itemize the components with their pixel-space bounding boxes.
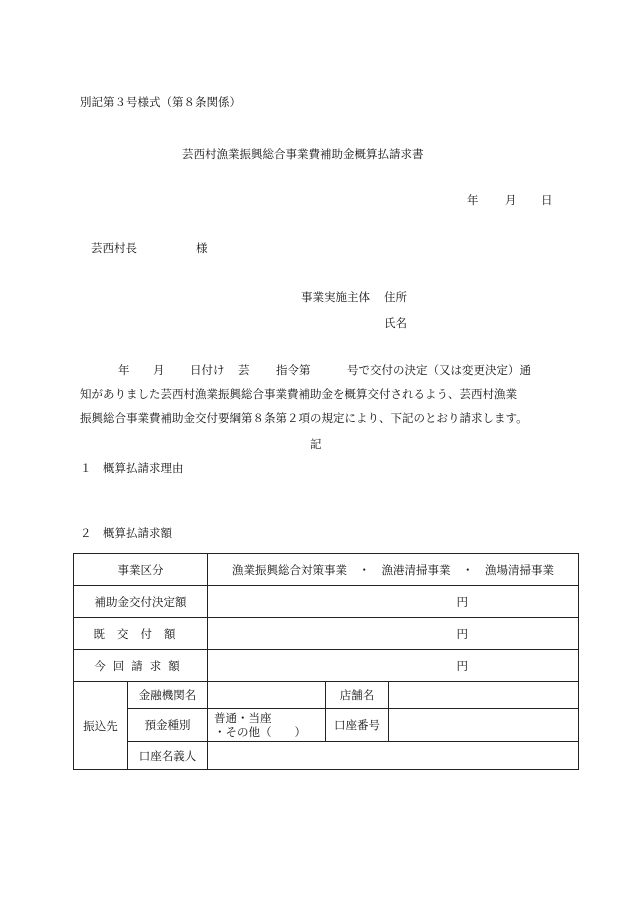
section2-heading: ２ 概算払請求額	[80, 526, 172, 540]
body-directive-no: 指令第	[276, 363, 311, 377]
row-account-holder	[74, 742, 579, 770]
current-request-label: 今回請求額	[74, 650, 208, 682]
document-title: 芸西村漁業振興総合事業費補助金概算払請求書	[182, 147, 424, 161]
business-category-label: 事業区分	[74, 554, 208, 586]
row-already-paid	[74, 618, 579, 650]
row-deposit-type	[74, 709, 579, 742]
account-holder-label: 口座名義人	[128, 742, 208, 770]
already-paid-value[interactable]: 円	[208, 618, 579, 650]
applicant-address-label: 住所	[384, 290, 407, 304]
row-current-request	[74, 650, 579, 682]
section1-heading: １ 概算払請求理由	[80, 461, 184, 475]
applicant-name-label: 氏名	[384, 316, 407, 330]
body-year: 年	[118, 363, 130, 377]
row-business-category	[74, 554, 579, 586]
deposit-type-option-line2: ・その他（ ）	[214, 725, 306, 739]
deposit-type-label: 預金種別	[128, 709, 208, 742]
body-line2: 知がありました芸西村漁業振興総合事業費補助金を概算交付されるよう、芸西村漁業	[80, 387, 517, 401]
ki-label: 記	[310, 437, 322, 451]
transfer-label: 振込先	[74, 682, 128, 770]
addressee-name: 芸西村長	[91, 241, 137, 255]
body-month: 月	[153, 363, 165, 377]
bank-name-value[interactable]	[208, 682, 326, 709]
body-line1-rest: 号で交付の決定（又は変更決定）通	[347, 363, 531, 377]
account-number-value[interactable]	[389, 709, 579, 742]
current-request-value[interactable]: 円	[208, 650, 579, 682]
already-paid-label: 既交付額	[74, 618, 208, 650]
form-number: 別記第３号様式（第８条関係）	[80, 95, 241, 109]
branch-label: 店舗名	[326, 682, 389, 709]
business-category-options[interactable]: 漁業振興総合対策事業 ・ 漁港清掃事業 ・ 漁場清掃事業	[208, 554, 579, 586]
row-bank	[74, 682, 579, 709]
request-table	[73, 553, 579, 770]
date-month-label: 月	[505, 193, 517, 207]
body-gei: 芸	[238, 363, 250, 377]
addressee-honorific: 様	[196, 241, 208, 255]
account-holder-value[interactable]	[208, 742, 579, 770]
branch-value[interactable]	[389, 682, 579, 709]
decided-amount-label: 補助金交付決定額	[74, 586, 208, 618]
date-year-label: 年	[467, 193, 479, 207]
applicant-label: 事業実施主体	[301, 290, 370, 304]
bank-name-label: 金融機関名	[128, 682, 208, 709]
body-dated: 日付け	[190, 363, 225, 377]
decided-amount-value[interactable]: 円	[208, 586, 579, 618]
date-day-label: 日	[541, 193, 553, 207]
deposit-type-value[interactable]	[208, 709, 326, 742]
row-decided-amount	[74, 586, 579, 618]
account-number-label: 口座番号	[326, 709, 389, 742]
deposit-type-option-line1: 普通・当座	[214, 710, 272, 725]
body-line3: 振興総合事業費補助金交付要綱第８条第２項の規定により、下記のとおり請求します。	[80, 411, 528, 425]
